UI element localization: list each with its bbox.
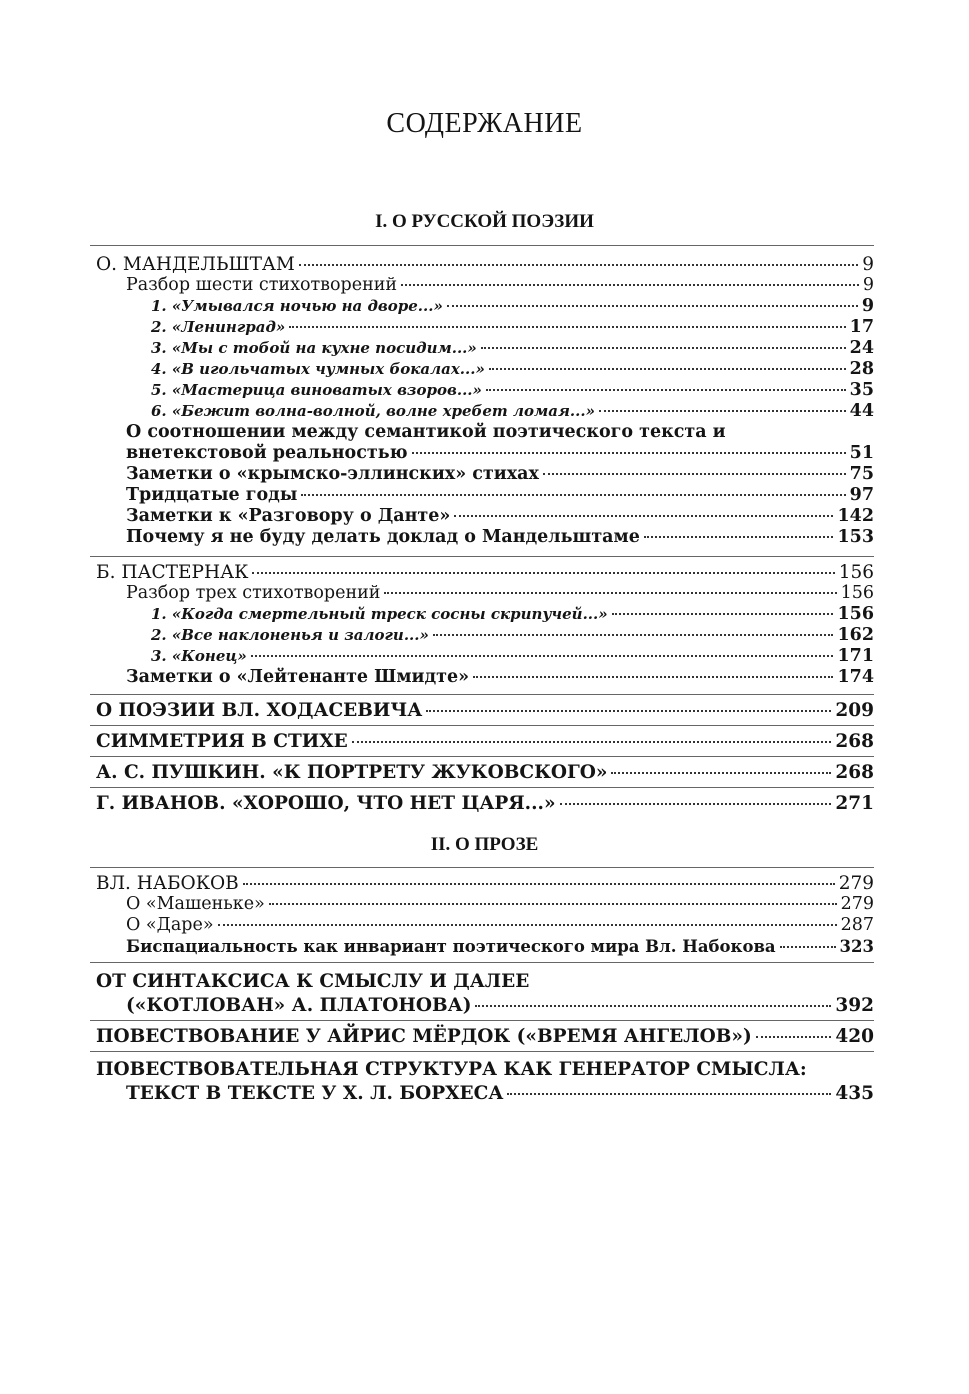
dot-leader xyxy=(543,473,846,475)
dot-leader xyxy=(599,410,846,412)
entry-page: 153 xyxy=(837,527,874,547)
entry-page: 24 xyxy=(849,338,874,358)
toc-entry[interactable] xyxy=(96,254,874,275)
entry-label: Г. ИВАНОВ. «ХОРОШО, ЧТО НЕТ ЦАРЯ...» xyxy=(96,793,556,814)
toc-entry[interactable] xyxy=(96,762,874,783)
entry-label: 2. «Ленинград» xyxy=(151,318,286,336)
entry-page: 174 xyxy=(837,667,874,687)
entry-page: 28 xyxy=(849,359,874,379)
pushkin-entry xyxy=(96,762,874,783)
dot-leader xyxy=(560,803,832,805)
divider xyxy=(90,787,874,788)
dot-leader xyxy=(426,710,831,712)
toc-entry[interactable] xyxy=(96,338,874,359)
entry-page: 9 xyxy=(861,296,874,316)
entry-label: 4. «В игольчатых чумных бокалах...» xyxy=(151,360,485,378)
entry-label: 6. «Бежит волна-волной, волне хребет ломая...» xyxy=(151,402,595,420)
entry-label: Разбор шести стихотворений xyxy=(126,275,398,295)
entry-page: 268 xyxy=(835,731,874,752)
symmetry-entry xyxy=(96,731,874,752)
toc-entry[interactable] xyxy=(96,873,874,894)
entry-label: Заметки к «Разговору о Данте» xyxy=(126,506,451,526)
khodasevich-entry xyxy=(96,700,874,721)
divider xyxy=(90,867,874,868)
toc-entry[interactable] xyxy=(96,625,874,646)
toc-entry[interactable] xyxy=(96,359,874,380)
dot-leader xyxy=(473,676,833,678)
entry-page: 142 xyxy=(837,506,874,526)
entry-label: 1. «Когда смертельный треск сосны скрипучей...» xyxy=(151,605,608,623)
dot-leader xyxy=(612,613,834,615)
toc-entry[interactable] xyxy=(96,667,874,688)
ivanov-entry xyxy=(96,793,874,814)
entry-page: 287 xyxy=(840,915,874,935)
page-title: СОДЕРЖАНИЕ xyxy=(386,108,583,139)
entry-page: 9 xyxy=(862,254,874,275)
divider xyxy=(90,694,874,695)
entry-page: 97 xyxy=(849,485,874,505)
entry-label: Биспациальность как инвариант поэтического мира Вл. Набокова xyxy=(126,937,776,956)
entry-page: 435 xyxy=(835,1083,874,1104)
part2-heading: II. О ПРОЗЕ xyxy=(430,834,539,855)
entry-page: 9 xyxy=(862,275,874,295)
syntax-entry xyxy=(96,968,874,1016)
entry-page: 392 xyxy=(835,995,874,1016)
toc-entry[interactable] xyxy=(96,317,874,338)
toc-entry[interactable] xyxy=(96,380,874,401)
entry-label: СИММЕТРИЯ В СТИХЕ xyxy=(96,731,348,752)
dot-leader xyxy=(756,1036,832,1038)
borges-entry xyxy=(96,1056,874,1104)
entry-label: 3. «Конец» xyxy=(151,647,247,665)
divider xyxy=(90,245,874,246)
divider xyxy=(90,962,874,963)
toc-entry[interactable] xyxy=(96,646,874,667)
dot-leader xyxy=(218,924,837,926)
dot-leader xyxy=(454,515,833,517)
entry-label: ТЕКСТ В ТЕКСТЕ У Х. Л. БОРХЕСА xyxy=(126,1083,504,1104)
toc-entry[interactable] xyxy=(96,731,874,752)
toc-entry-line[interactable]: ПОВЕСТВОВАТЕЛЬНАЯ СТРУКТУРА КАК ГЕНЕРАТОР СМЫСЛА: xyxy=(96,1059,807,1080)
toc-entry[interactable] xyxy=(96,700,874,721)
dot-leader xyxy=(475,1005,831,1007)
dot-leader xyxy=(447,305,858,307)
entry-page: 279 xyxy=(838,873,874,894)
toc-entry[interactable] xyxy=(96,1083,874,1104)
dot-leader xyxy=(644,536,834,538)
toc-entry[interactable] xyxy=(96,296,874,317)
dot-leader xyxy=(611,772,831,774)
entry-page: 35 xyxy=(849,380,874,400)
divider xyxy=(90,556,874,557)
entry-page: 420 xyxy=(835,1026,874,1047)
nabokov-section xyxy=(96,873,874,957)
toc-entry[interactable] xyxy=(96,1026,874,1047)
dot-leader xyxy=(251,655,834,657)
entry-label: О «Машеньке» xyxy=(126,894,265,914)
toc-entry[interactable] xyxy=(96,275,874,296)
toc-entry[interactable] xyxy=(96,793,874,814)
entry-label: Заметки о «Лейтенанте Шмидте» xyxy=(126,667,470,687)
entry-page: 156 xyxy=(840,583,874,603)
entry-page: 279 xyxy=(840,894,874,914)
entry-label: ВЛ. НАБОКОВ xyxy=(96,873,239,894)
entry-label: («КОТЛОВАН» А. ПЛАТОНОВА) xyxy=(126,995,472,1016)
entry-label: Б. ПАСТЕРНАК xyxy=(96,562,249,583)
murdoch-entry xyxy=(96,1026,874,1047)
toc-entry[interactable] xyxy=(96,562,874,583)
entry-page: 17 xyxy=(849,317,874,337)
entry-label: ПОВЕСТВОВАНИЕ У АЙРИС МЁРДОК («ВРЕМЯ АНГЕЛОВ») xyxy=(96,1026,752,1047)
entry-page: 156 xyxy=(837,604,874,624)
entry-page: 171 xyxy=(837,646,874,666)
dot-leader xyxy=(780,946,836,948)
divider xyxy=(90,756,874,757)
mandelstam-section xyxy=(96,254,874,548)
dot-leader xyxy=(481,347,846,349)
entry-label: Заметки о «крымско-эллинских» стихах xyxy=(126,464,539,484)
toc-entry[interactable] xyxy=(96,527,874,548)
dot-leader xyxy=(433,634,834,636)
dot-leader xyxy=(486,389,846,391)
dot-leader xyxy=(489,368,846,370)
toc-entry-line[interactable]: ОТ СИНТАКСИСА К СМЫСЛУ И ДАЛЕЕ xyxy=(96,971,530,992)
entry-page: 209 xyxy=(835,700,874,721)
entry-label: О ПОЭЗИИ ВЛ. ХОДАСЕВИЧА xyxy=(96,700,423,721)
dot-leader xyxy=(401,284,859,286)
entry-page: 268 xyxy=(835,762,874,783)
toc-entry[interactable] xyxy=(96,401,874,422)
dot-leader xyxy=(243,883,835,885)
entry-page: 51 xyxy=(849,443,874,463)
entry-page: 271 xyxy=(835,793,874,814)
entry-page: 156 xyxy=(838,562,874,583)
entry-page: 323 xyxy=(839,937,874,956)
dot-leader xyxy=(384,592,836,594)
toc-entry[interactable] xyxy=(96,995,874,1016)
pasternak-section xyxy=(96,562,874,688)
toc-entry[interactable] xyxy=(96,604,874,625)
dot-leader xyxy=(289,326,845,328)
entry-page: 44 xyxy=(849,401,874,421)
toc-entry[interactable] xyxy=(96,583,874,604)
divider xyxy=(90,1051,874,1052)
dot-leader xyxy=(252,572,834,574)
entry-label: Тридцатые годы xyxy=(126,485,298,505)
entry-label: 3. «Мы с тобой на кухне посидим...» xyxy=(151,339,477,357)
entry-page: 162 xyxy=(837,625,874,645)
entry-label: Почему я не буду делать доклад о Мандельштаме xyxy=(126,527,640,547)
dot-leader xyxy=(352,741,832,743)
toc-entry[interactable] xyxy=(96,936,874,957)
part1-heading: I. О РУССКОЙ ПОЭЗИИ xyxy=(375,211,594,232)
toc-entry[interactable] xyxy=(96,485,874,506)
divider xyxy=(90,1020,874,1021)
entry-page: 75 xyxy=(849,464,874,484)
divider xyxy=(90,725,874,726)
toc-entry[interactable] xyxy=(96,506,874,527)
dot-leader xyxy=(412,452,846,454)
toc-entry[interactable] xyxy=(96,894,874,915)
entry-label: внетекстовой реальностью xyxy=(126,443,408,463)
toc-entry-line[interactable]: О соотношении между семантикой поэтического текста и xyxy=(126,422,726,442)
entry-label: 1. «Умывался ночью на дворе...» xyxy=(151,297,443,315)
entry-label: 5. «Мастерица виноватых взоров...» xyxy=(151,381,482,399)
toc-entry[interactable] xyxy=(96,443,874,464)
dot-leader xyxy=(507,1093,831,1095)
entry-label: Разбор трех стихотворений xyxy=(126,583,381,603)
entry-label: 2. «Все наклоненья и залоги...» xyxy=(151,626,429,644)
toc-entry[interactable] xyxy=(96,464,874,485)
toc-entry[interactable] xyxy=(96,915,874,936)
dot-leader xyxy=(269,903,837,905)
entry-label: О. МАНДЕЛЬШТАМ xyxy=(96,254,295,275)
dot-leader xyxy=(299,264,858,266)
entry-label: А. С. ПУШКИН. «К ПОРТРЕТУ ЖУКОВСКОГО» xyxy=(96,762,608,783)
entry-label: О «Даре» xyxy=(126,915,214,935)
dot-leader xyxy=(301,494,845,496)
